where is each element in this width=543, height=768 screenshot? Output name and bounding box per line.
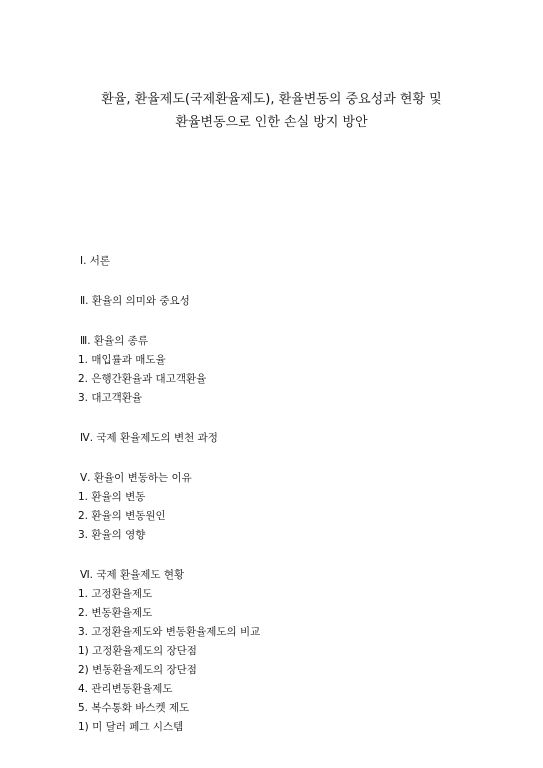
toc-item: 2. 은행간환율과 대고객환율 xyxy=(78,373,207,385)
toc-section-title: Ⅰ. 서론 xyxy=(80,255,111,267)
title-line-2: 환율변동으로 인한 손실 방지 방안 xyxy=(175,115,368,130)
toc-item: 1. 환율의 변동 xyxy=(78,491,146,503)
toc-item: 1. 고정환율제도 xyxy=(78,588,153,600)
table-of-contents xyxy=(78,252,498,758)
toc-section-title: Ⅳ. 국제 환율제도의 변천 과정 xyxy=(80,432,218,444)
toc-item: 2. 환율의 변동원인 xyxy=(78,510,166,522)
toc-item: 3. 고정환율제도와 변동환율제도의 비교 xyxy=(78,626,261,638)
toc-item: 3. 환율의 영향 xyxy=(78,529,146,541)
toc-section-title: Ⅱ. 환율의 의미와 중요성 xyxy=(80,295,190,307)
toc-item: 2. 변동환율제도 xyxy=(78,607,153,619)
toc-section-2 xyxy=(78,292,498,311)
toc-section-title: Ⅲ. 환율의 종류 xyxy=(80,335,148,347)
toc-section-6 xyxy=(78,566,498,737)
toc-item: 3. 대고객환율 xyxy=(78,392,143,404)
toc-item: 4. 관리변동환율제도 xyxy=(78,683,173,695)
toc-item: 5. 복수통화 바스켓 제도 xyxy=(78,702,190,714)
toc-section-3 xyxy=(78,332,498,408)
toc-section-1 xyxy=(78,252,498,271)
toc-section-title: Ⅵ. 국제 환율제도 현황 xyxy=(80,569,185,581)
toc-section-5 xyxy=(78,469,498,545)
toc-subitem: 2) 변동환율제도의 장단점 xyxy=(78,664,197,676)
toc-subitem: 1) 미 달러 페그 시스템 xyxy=(78,721,184,733)
toc-section-title: Ⅴ. 환율이 변동하는 이유 xyxy=(80,472,192,484)
toc-section-4 xyxy=(78,429,498,448)
document-title xyxy=(40,88,503,134)
toc-subitem: 1) 고정환율제도의 장단점 xyxy=(78,645,197,657)
toc-item: 1. 매입률과 매도율 xyxy=(78,354,166,366)
title-line-1: 환율, 환율제도(국제환율제도), 환율변동의 중요성과 현황 및 xyxy=(101,92,442,107)
